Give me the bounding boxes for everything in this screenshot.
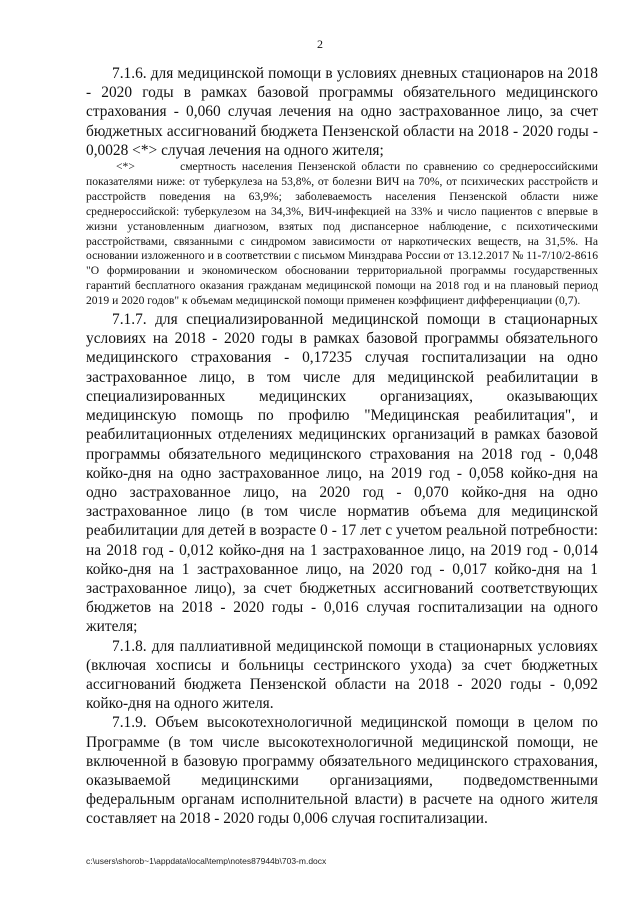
footnote-text: смертность населения Пензенской области по сравнению со среднероссийскими показателями ниже: от туберкулеза на 53,8%, от болезни ВИЧ на 70%, от психических расстройств и расстройств поведения на 63,9%; заболеваемость населения Пензенской области ниже среднероссийской: туберкулезом на 34,3%, ВИЧ-инфекцией на 33% и число пациентов с впервые в жизни установленным диагнозом, взятых под диспансерное наблюдение, с психотическими расстройствами, связанными с синдромом зависимости от наркотических веществ, на 31,5%. На основании изложенного и в соответствии с письмом Минздрава России от 13.12.2017 № 11-7/10/2-8616 "О формировании и экономическом обосновании территориальной программы государственных гарантий бесплатного оказания гражданам медицинской помощи на 2018 год и на плановый период 2019 и 2020 годов" к объемам медицинской помощи применен коэффициент дифференциации (0,7). xyxy=(86,160,598,308)
document-body xyxy=(86,64,598,829)
paragraph-7-1-7: 7.1.7. для специализированной медицинской помощи в стационарных условиях на 2018 - 2020 годы в рамках базовой программы обязательного медицинского страхования - 0,17235 случая госпитализации на одно застрахованное лицо, в том числе для медицинской реабилитации в специализированных медицинских организациях, оказывающих медицинскую помощь по профилю "Медицинская реабилитация", и реабилитационных отделениях медицинских организаций в рамках базовой программы обязательного медицинского страхования на 2018 год - 0,048 койко-дня на одно застрахованное лицо, на 2019 год - 0,058 койко-дня на одно застрахованное лицо, на 2020 год - 0,070 койко-дня на одно застрахованное лицо (в том числе норматив объема для медицинской реабилитации для детей в возрасте 0 - 17 лет с учетом реальной потребности: на 2018 год - 0,012 койко-дня на 1 застрахованное лицо, на 2019 год - 0,014 койко-дня на 1 застрахованное лицо, на 2020 год - 0,017 койко-дня на 1 застрахованное лицо), за счет бюджетных ассигнований соответствующих бюджетов на 2018 - 2020 годы - 0,016 случая госпитализации на одного жителя; xyxy=(86,311,598,636)
paragraph-7-1-6: 7.1.6. для медицинской помощи в условиях дневных стационаров на 2018 - 2020 годы в рамках базовой программы обязательного медицинского страхования - 0,060 случая лечения на одно застрахованное лицо, за счет бюджетных ассигнований бюджета Пензенской области на 2018 - 2020 годы - 0,0028 <*> случая лечения на одного жителя; xyxy=(86,65,598,159)
footer-file-path: c:\users\shorob~1\appdata\local\temp\notes87944b\703-m.docx xyxy=(86,856,327,866)
paragraph-7-1-9: 7.1.9. Объем высокотехнологичной медицинской помощи в целом по Программе (в том числе высокотехнологичной медицинской помощи, не включенной в базовую программу обязательного медицинского страхования, оказываемой медицинскими организациями, подведомственными федеральным органам исполнительной власти) в расчете на одного жителя составляет на 2018 - 2020 годы 0,006 случая госпитализации. xyxy=(86,714,598,828)
footnote-mark: <*> xyxy=(116,160,135,174)
footnote xyxy=(86,160,598,309)
page-number: 2 xyxy=(317,37,323,51)
paragraph-7-1-8: 7.1.8. для паллиативной медицинской помощи в стационарных условиях (включая хосписы и больницы сестринского ухода) за счет бюджетных ассигнований бюджета Пензенской области на 2018 - 2020 годы - 0,092 койко-дня на одного жителя. xyxy=(86,637,598,713)
